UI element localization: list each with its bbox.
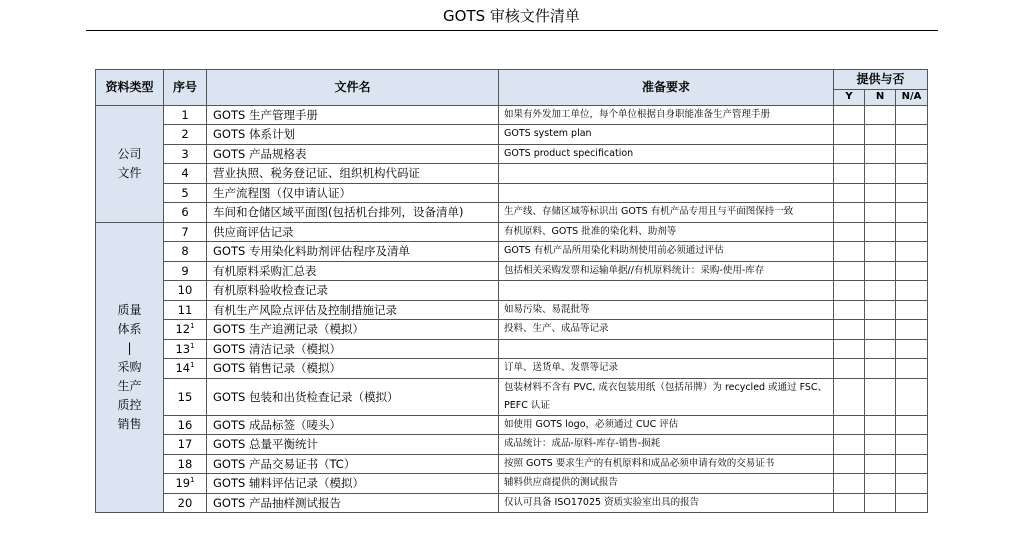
row-number xyxy=(164,203,207,223)
row-number-value: 16 xyxy=(177,417,193,432)
row-number xyxy=(164,300,207,320)
requirement-text xyxy=(499,183,834,203)
requirement-text: 投料、生产、成品等记录 xyxy=(499,320,834,340)
row-number-value: 13 xyxy=(175,341,191,356)
provided-n-cell[interactable] xyxy=(865,203,896,223)
table-row xyxy=(96,454,928,474)
row-number xyxy=(164,183,207,203)
provided-y-cell[interactable] xyxy=(834,320,865,340)
requirement-text xyxy=(499,281,834,301)
provided-na-cell[interactable] xyxy=(896,125,928,145)
row-number-value: 8 xyxy=(181,244,189,259)
provided-y-cell[interactable] xyxy=(834,144,865,164)
provided-n-cell[interactable] xyxy=(865,261,896,281)
row-number xyxy=(164,378,207,415)
file-name: 有机生产风险点评估及控制措施记录 xyxy=(207,300,499,320)
requirement-text: 有机原料、GOTS 批准的染化料、助剂等 xyxy=(499,222,834,242)
file-name: GOTS 成品标签（唛头） xyxy=(207,415,499,435)
row-number-value: 15 xyxy=(177,389,193,404)
provided-y-cell[interactable] xyxy=(834,164,865,184)
provided-na-cell[interactable] xyxy=(896,281,928,301)
table-row xyxy=(96,474,928,494)
header-category: 资料类型 xyxy=(96,70,164,106)
table-row xyxy=(96,435,928,455)
requirement-text: 成品统计：成品-原料-库存-销售-损耗 xyxy=(499,435,834,455)
file-name: GOTS 清洁记录（模拟） xyxy=(207,339,499,359)
provided-n-cell[interactable] xyxy=(865,281,896,301)
provided-y-cell[interactable] xyxy=(834,281,865,301)
page-title: GOTS 审核文件清单 xyxy=(443,7,580,25)
category-quality xyxy=(96,222,164,513)
provided-na-cell[interactable] xyxy=(896,359,928,379)
requirement-text: 仅认可具备 ISO17025 资质实验室出具的报告 xyxy=(499,493,834,513)
row-number-value: 10 xyxy=(177,283,193,298)
row-number-value: 4 xyxy=(181,166,189,181)
table-row xyxy=(96,320,928,340)
provided-na-cell[interactable] xyxy=(896,339,928,359)
table-row xyxy=(96,144,928,164)
row-number-value: 3 xyxy=(181,146,189,161)
requirement-text: 订单、送货单、发票等记录 xyxy=(499,359,834,379)
header-row xyxy=(96,70,928,90)
file-name: GOTS 销售记录（模拟） xyxy=(207,359,499,379)
row-number-value: 12 xyxy=(175,322,191,337)
provided-na-cell[interactable] xyxy=(896,493,928,513)
file-name: 营业执照、税务登记证、组织机构代码证 xyxy=(207,164,499,184)
header-provided: 提供与否 xyxy=(834,70,928,90)
row-number xyxy=(164,144,207,164)
requirement-text: 按照 GOTS 要求生产的有机原料和成品必须申请有效的交易证书 xyxy=(499,454,834,474)
provided-n-cell[interactable] xyxy=(865,183,896,203)
requirement-text: GOTS 有机产品所用染化料助剂使用前必须通过评估 xyxy=(499,242,834,262)
provided-n-cell[interactable] xyxy=(865,164,896,184)
file-name: 有机原料采购汇总表 xyxy=(207,261,499,281)
requirement-text: 如果有外发加工单位，每个单位根据自身职能准备生产管理手册 xyxy=(499,105,834,125)
requirement-text: 包括相关采购发票和运输单据//有机原料统计：采购-使用-库存 xyxy=(499,261,834,281)
file-name: GOTS 生产管理手册 xyxy=(207,105,499,125)
provided-na-cell[interactable] xyxy=(896,144,928,164)
provided-na-cell[interactable] xyxy=(896,183,928,203)
table-row xyxy=(96,339,928,359)
table-row xyxy=(96,261,928,281)
row-number xyxy=(164,435,207,455)
category-quality-line: 生产 xyxy=(117,378,142,393)
provided-y-cell[interactable] xyxy=(834,242,865,262)
requirement-text: 包装材料不含有 PVC, 成衣包装用纸（包括吊牌）为 recycled 或通过 FSC、PEFC 认证 xyxy=(499,378,834,415)
header-filename: 文件名 xyxy=(207,70,499,106)
provided-na-cell[interactable] xyxy=(896,474,928,494)
row-number-footnote: 1 xyxy=(190,476,195,485)
category-company-line1: 公司 xyxy=(117,146,142,161)
provided-y-cell[interactable] xyxy=(834,300,865,320)
file-name: 有机原料验收检查记录 xyxy=(207,281,499,301)
provided-n-cell[interactable] xyxy=(865,435,896,455)
file-name: GOTS 包装和出货检查记录（模拟） xyxy=(207,378,499,415)
requirement-text xyxy=(499,164,834,184)
row-number-footnote: 1 xyxy=(190,361,195,370)
row-number xyxy=(164,339,207,359)
table-row xyxy=(96,300,928,320)
provided-n-cell[interactable] xyxy=(865,493,896,513)
provided-na-cell[interactable] xyxy=(896,454,928,474)
row-number xyxy=(164,454,207,474)
provided-na-cell[interactable] xyxy=(896,222,928,242)
provided-y-cell[interactable] xyxy=(834,454,865,474)
requirement-text xyxy=(499,339,834,359)
category-quality-line: 质量 xyxy=(117,302,142,317)
provided-n-cell[interactable] xyxy=(865,222,896,242)
provided-y-cell[interactable] xyxy=(834,222,865,242)
provided-n-cell[interactable] xyxy=(865,378,896,415)
file-name: GOTS 专用染化料助剂评估程序及清单 xyxy=(207,242,499,262)
provided-n-cell[interactable] xyxy=(865,125,896,145)
file-name: GOTS 体系计划 xyxy=(207,125,499,145)
row-number xyxy=(164,242,207,262)
table-row xyxy=(96,105,928,125)
provided-n-cell[interactable] xyxy=(865,339,896,359)
header-na: N/A xyxy=(896,89,928,105)
provided-y-cell[interactable] xyxy=(834,415,865,435)
file-name: GOTS 总量平衡统计 xyxy=(207,435,499,455)
header-requirement: 准备要求 xyxy=(499,70,834,106)
file-name: 车间和仓储区域平面图(包括机台排列，设备清单) xyxy=(207,203,499,223)
provided-na-cell[interactable] xyxy=(896,105,928,125)
row-number-value: 6 xyxy=(181,205,189,220)
row-number-footnote: 1 xyxy=(190,322,195,331)
row-number-footnote: 1 xyxy=(190,341,195,350)
category-company-line2: 文件 xyxy=(117,165,142,180)
row-number xyxy=(164,105,207,125)
provided-n-cell[interactable] xyxy=(865,105,896,125)
table-row xyxy=(96,378,928,415)
title-underline xyxy=(86,30,938,31)
row-number xyxy=(164,222,207,242)
row-number-value: 20 xyxy=(177,495,193,510)
provided-y-cell[interactable] xyxy=(834,203,865,223)
category-quality-line: 质控 xyxy=(117,397,142,412)
file-name: GOTS 产品抽样测试报告 xyxy=(207,493,499,513)
table-row xyxy=(96,242,928,262)
provided-na-cell[interactable] xyxy=(896,261,928,281)
requirement-text: GOTS system plan xyxy=(499,125,834,145)
table-row xyxy=(96,359,928,379)
table-row xyxy=(96,203,928,223)
row-number-value: 14 xyxy=(175,361,191,376)
provided-y-cell[interactable] xyxy=(834,493,865,513)
provided-na-cell[interactable] xyxy=(896,320,928,340)
table-row xyxy=(96,222,928,242)
provided-na-cell[interactable] xyxy=(896,435,928,455)
row-number xyxy=(164,320,207,340)
provided-y-cell[interactable] xyxy=(834,183,865,203)
row-number-value: 5 xyxy=(181,185,189,200)
provided-n-cell[interactable] xyxy=(865,415,896,435)
provided-n-cell[interactable] xyxy=(865,144,896,164)
audit-document-table xyxy=(95,69,928,513)
table-row xyxy=(96,281,928,301)
file-name: GOTS 产品交易证书（TC） xyxy=(207,454,499,474)
row-number-value: 11 xyxy=(177,302,193,317)
category-quality-line: 体系 xyxy=(117,321,142,336)
provided-n-cell[interactable] xyxy=(865,320,896,340)
provided-y-cell[interactable] xyxy=(834,105,865,125)
requirement-text: GOTS product specification xyxy=(499,144,834,164)
table-row xyxy=(96,125,928,145)
row-number xyxy=(164,125,207,145)
provided-na-cell[interactable] xyxy=(896,242,928,262)
row-number xyxy=(164,474,207,494)
requirement-text: 辅料供应商提供的测试报告 xyxy=(499,474,834,494)
provided-y-cell[interactable] xyxy=(834,125,865,145)
row-number-value: 17 xyxy=(177,437,193,452)
category-company xyxy=(96,105,164,222)
row-number xyxy=(164,415,207,435)
category-quality-line: | xyxy=(127,340,132,355)
file-name: 供应商评估记录 xyxy=(207,222,499,242)
provided-n-cell[interactable] xyxy=(865,242,896,262)
provided-na-cell[interactable] xyxy=(896,300,928,320)
requirement-text: 如使用 GOTS logo，必须通过 CUC 评估 xyxy=(499,415,834,435)
table-row xyxy=(96,183,928,203)
provided-n-cell[interactable] xyxy=(865,474,896,494)
header-y: Y xyxy=(834,89,865,105)
provided-y-cell[interactable] xyxy=(834,339,865,359)
provided-y-cell[interactable] xyxy=(834,435,865,455)
row-number xyxy=(164,493,207,513)
provided-n-cell[interactable] xyxy=(865,300,896,320)
provided-na-cell[interactable] xyxy=(896,203,928,223)
row-number xyxy=(164,164,207,184)
provided-y-cell[interactable] xyxy=(834,378,865,415)
row-number-value: 18 xyxy=(177,456,193,471)
file-name: 生产流程图（仅申请认证） xyxy=(207,183,499,203)
row-number xyxy=(164,281,207,301)
category-quality-line: 采购 xyxy=(117,359,142,374)
provided-y-cell[interactable] xyxy=(834,359,865,379)
row-number-value: 7 xyxy=(181,224,189,239)
header-number: 序号 xyxy=(164,70,207,106)
table-row xyxy=(96,164,928,184)
row-number-value: 19 xyxy=(175,476,191,491)
row-number xyxy=(164,359,207,379)
requirement-text: 生产线、存储区域等标识出 GOTS 有机产品专用且与平面图保持一致 xyxy=(499,203,834,223)
row-number-value: 1 xyxy=(181,107,189,122)
provided-na-cell[interactable] xyxy=(896,164,928,184)
provided-na-cell[interactable] xyxy=(896,378,928,415)
category-quality-line: 销售 xyxy=(117,416,142,431)
requirement-text: 如易污染、易混批等 xyxy=(499,300,834,320)
row-number-value: 9 xyxy=(181,263,189,278)
provided-n-cell[interactable] xyxy=(865,454,896,474)
provided-y-cell[interactable] xyxy=(834,261,865,281)
provided-y-cell[interactable] xyxy=(834,474,865,494)
provided-n-cell[interactable] xyxy=(865,359,896,379)
row-number xyxy=(164,261,207,281)
provided-na-cell[interactable] xyxy=(896,415,928,435)
file-name: GOTS 产品规格表 xyxy=(207,144,499,164)
table-row xyxy=(96,415,928,435)
header-n: N xyxy=(865,89,896,105)
row-number-value: 2 xyxy=(181,127,189,142)
file-name: GOTS 生产追溯记录（模拟） xyxy=(207,320,499,340)
file-name: GOTS 辅料评估记录（模拟） xyxy=(207,474,499,494)
table-row xyxy=(96,493,928,513)
